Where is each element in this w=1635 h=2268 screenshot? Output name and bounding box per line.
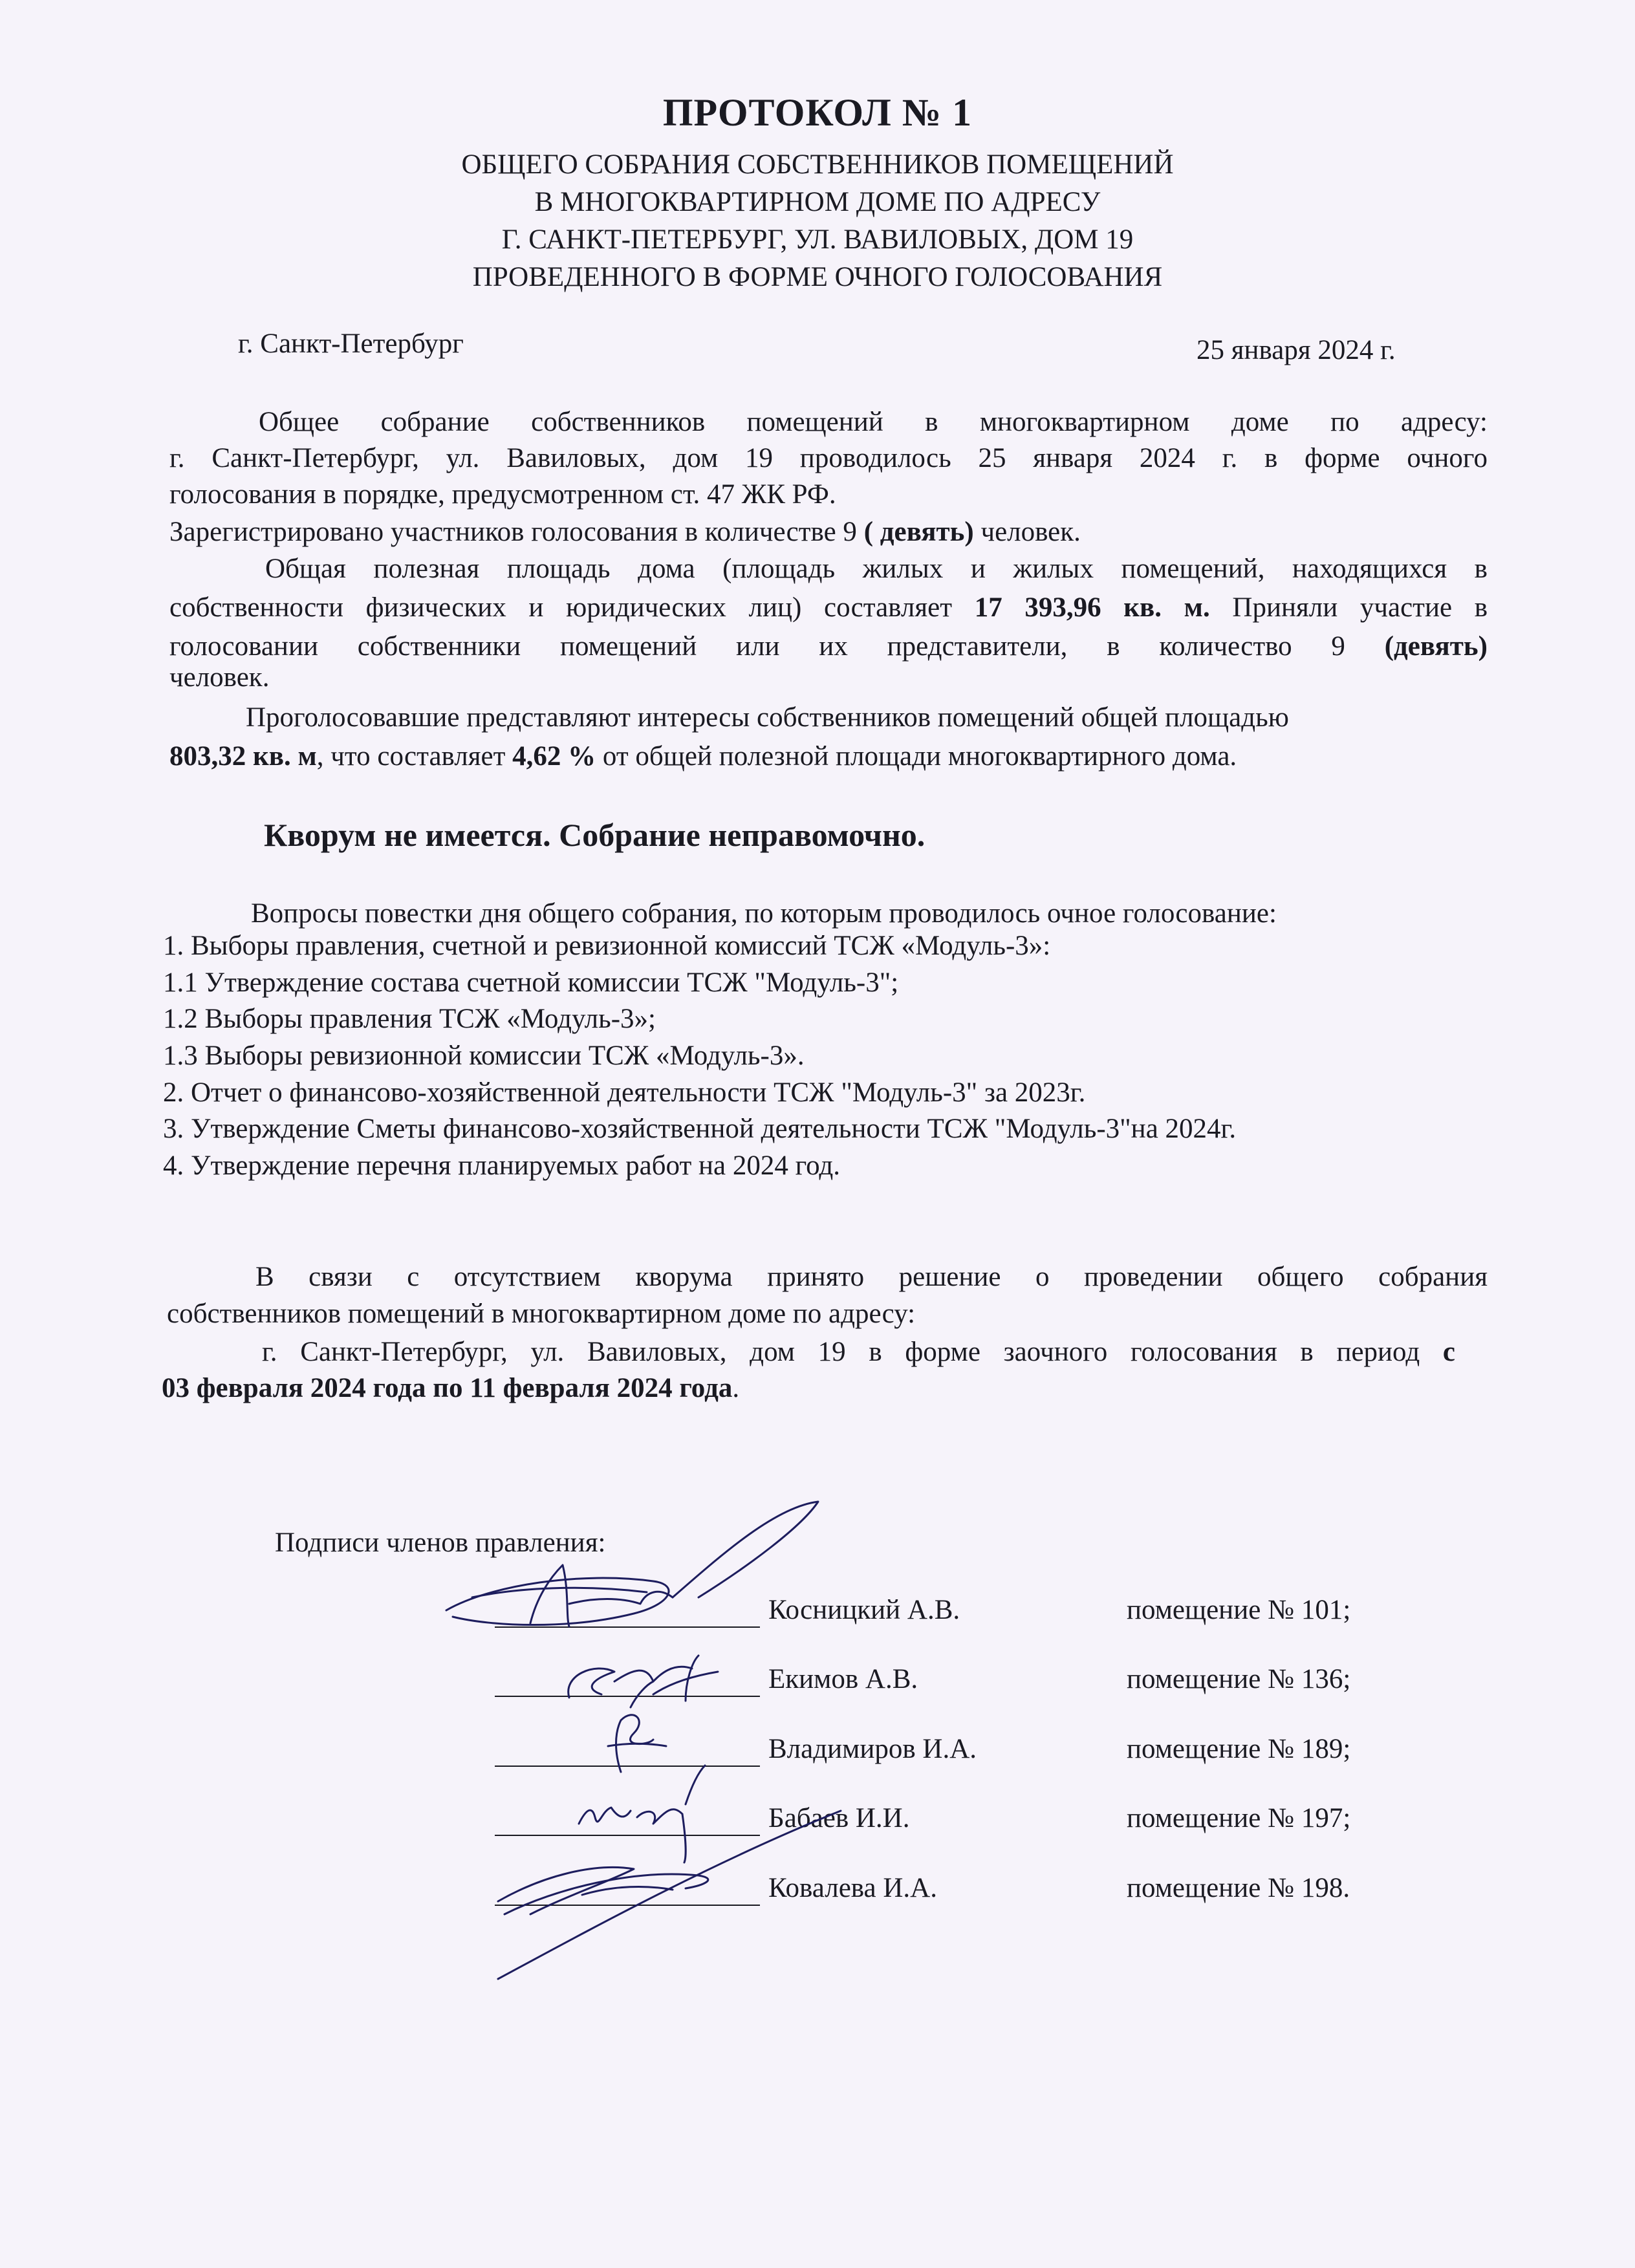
subtitle-line-2: В МНОГОКВАРТИРНОМ ДОМЕ ПО АДРЕСУ (534, 187, 1101, 217)
absentee-voting-period: 03 февраля 2024 года по 11 февраля 2024 года (162, 1373, 733, 1403)
registered-suffix: человек. (980, 517, 1081, 547)
voted-line-1: Проголосовавшие представляют интересы собственников помещений общей площадью (246, 702, 1289, 733)
member-room: помещение № 189; (1127, 1734, 1351, 1764)
member-room: помещение № 197; (1127, 1803, 1351, 1833)
agenda-item: 3. Утверждение Сметы финансово-хозяйственной деятельности ТСЖ "Модуль-3"на 2024г. (163, 1114, 1237, 1144)
document-title: ПРОТОКОЛ № 1 (662, 91, 973, 134)
subtitle-line-4: ПРОВЕДЕННОГО В ФОРМЕ ОЧНОГО ГОЛОСОВАНИЯ (472, 262, 1163, 292)
voted-suffix: от общей полезной площади многоквартирного дома. (602, 741, 1237, 772)
decision-line-4-suffix: . (732, 1373, 740, 1403)
member-name: Владимиров И.А. (768, 1734, 977, 1764)
city-label: г. Санкт-Петербург (238, 329, 464, 359)
registered-count: ( девять) (863, 517, 974, 547)
signature-babaev (579, 1766, 705, 1863)
voted-area-value: 803,32 кв. м (169, 741, 317, 772)
subtitle-line-3: Г. САНКТ-ПЕТЕРБУРГ, УЛ. ВАВИЛОВЫХ, ДОМ 19 (501, 224, 1134, 255)
decision-line-1: В связи с отсутствием кворума принято решение о проведении общего собрания (255, 1262, 1488, 1292)
agenda-item: 4. Утверждение перечня планируемых работ на 2024 год. (163, 1150, 841, 1181)
member-room: помещение № 136; (1127, 1664, 1351, 1694)
signature-kovaleva (498, 1811, 841, 1979)
member-name: Косницкий А.В. (768, 1595, 960, 1625)
member-name: Ковалева И.А. (768, 1873, 937, 1903)
decision-line-3-bold: с (1442, 1337, 1456, 1367)
quorum-statement: Кворум не имеется. Собрание неправомочно. (264, 817, 926, 853)
document-date: 25 января 2024 г. (1196, 335, 1396, 365)
intro-line-1: Общее собрание собственников помещений в многоквартирном доме по адресу: (259, 407, 1488, 437)
area-line-3-prefix: голосовании собственники помещений или их представители, в количество 9 (169, 631, 1345, 662)
agenda-item: 1. Выборы правления, счетной и ревизионной комиссий ТСЖ «Модуль-3»: (163, 931, 1051, 961)
area-line-2-suffix: Приняли участие в (1232, 592, 1488, 623)
agenda-item: 1.1 Утверждение состава счетной комиссии ТСЖ "Модуль-3"; (163, 967, 899, 998)
participants-count: (девять) (1384, 631, 1488, 662)
area-line-4: человек. (169, 662, 270, 693)
agenda-heading: Вопросы повестки дня общего собрания, по которым проводилось очное голосование: (251, 898, 1277, 929)
signature-kosnitsky (446, 1502, 818, 1626)
voted-middle: , что составляет (316, 741, 506, 772)
member-room: помещение № 198. (1127, 1873, 1350, 1903)
total-area-value: 17 393,96 кв. м. (974, 592, 1210, 623)
voted-percent-value: 4,62 % (512, 741, 596, 772)
agenda-item: 1.3 Выборы ревизионной комиссии ТСЖ «Модуль-3». (163, 1041, 805, 1071)
intro-line-2: г. Санкт-Петербург, ул. Вавиловых, дом 19 проводилось 25 января 2024 г. в форме очного (169, 443, 1488, 473)
intro-line-3: голосования в порядке, предусмотренном ст. 47 ЖК РФ. (169, 479, 836, 510)
decision-line-3-prefix: г. Санкт-Петербург, ул. Вавиловых, дом 19 в форме заочного голосования в период (262, 1337, 1420, 1367)
member-room: помещение № 101; (1127, 1595, 1351, 1625)
registered-prefix: Зарегистрировано участников голосования в количестве 9 (169, 517, 857, 547)
subtitle-line-1: ОБЩЕГО СОБРАНИЯ СОБСТВЕННИКОВ ПОМЕЩЕНИЙ (461, 149, 1174, 180)
agenda-item: 1.2 Выборы правления ТСЖ «Модуль-3»; (163, 1004, 656, 1034)
signature-vladimirov (608, 1681, 666, 1772)
decision-line-2: собственников помещений в многоквартирном доме по адресу: (167, 1299, 916, 1329)
signatures-heading: Подписи членов правления: (275, 1528, 606, 1558)
agenda-item: 2. Отчет о финансово-хозяйственной деятельности ТСЖ "Модуль-3" за 2023г. (163, 1077, 1086, 1108)
member-name: Бабаев И.И. (768, 1803, 910, 1833)
signature-ekimov (568, 1656, 718, 1701)
area-line-2-prefix: собственности физических и юридических лиц) составляет (169, 592, 953, 623)
area-line-1: Общая полезная площадь дома (площадь жилых и жилых помещений, находящихся в (265, 554, 1488, 584)
member-name: Екимов А.В. (768, 1664, 918, 1694)
